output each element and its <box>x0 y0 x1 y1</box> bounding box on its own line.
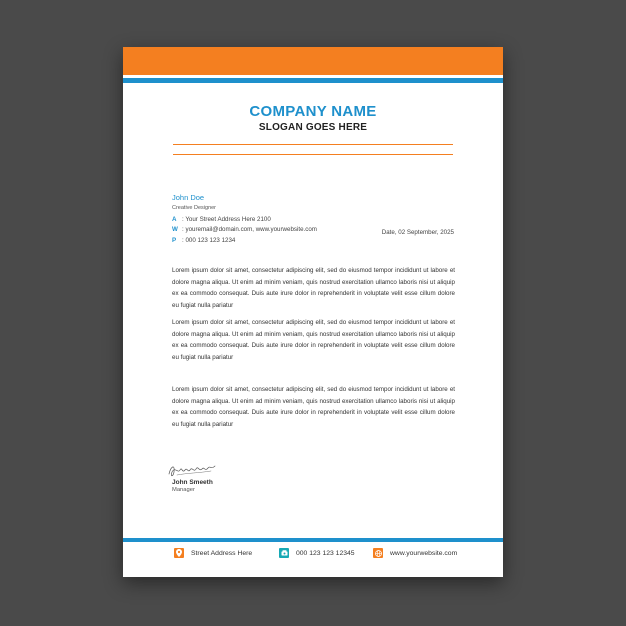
web-key: W <box>172 226 178 233</box>
letterhead-page <box>123 47 503 577</box>
sender-phone-line <box>172 236 317 247</box>
signatory-role: Manager <box>172 487 195 493</box>
sender-block <box>172 193 317 246</box>
header-divider-top <box>173 144 453 145</box>
footer-phone-text: 000 123 123 12345 <box>296 549 355 557</box>
location-pin-icon <box>174 548 184 558</box>
handwritten-signature <box>167 460 217 480</box>
sender-phone: 000 123 123 1234 <box>185 236 236 244</box>
sender-address: Your Street Address Here 2100 <box>185 215 271 223</box>
phone-icon <box>279 548 289 558</box>
slogan: SLOGAN GOES HERE <box>258 122 368 133</box>
sender-web-line <box>172 225 317 236</box>
body-paragraph: Lorem ipsum dolor sit amet, consectetur adipiscing elit, sed do eiusmod tempor incididunt ut labore et dolore magna aliqua. Ut enim ad minim veniam, quis nostrud exercitation ullamco laboris nisi ut aliquip ex ea commodo consequat. Duis aute irure dolor in reprehenderit in voluptate velit esse cillum dolore eu fugiat nulla pariatur <box>172 319 455 361</box>
web-separator: : <box>182 226 184 233</box>
body-paragraph: Lorem ipsum dolor sit amet, consectetur adipiscing elit, sed do eiusmod tempor incididunt ut labore et dolore magna aliqua. Ut enim ad minim veniam, quis nostrud exercitation ullamco laboris nisi ut aliquip ex ea commodo consequat. Duis aute irure dolor in reprehenderit in voluptate velit esse cillum dolore eu fugiat nulla pariatur <box>172 386 455 428</box>
footer-website <box>373 548 457 558</box>
footer-address-text: Street Address Here <box>191 549 253 557</box>
sender-role: Creative Designer <box>172 205 217 211</box>
footer-phone <box>279 548 355 558</box>
company-name: COMPANY NAME <box>249 103 377 120</box>
phone-key: P <box>172 236 177 244</box>
header-orange-band <box>123 47 503 75</box>
address-key: A <box>172 215 177 223</box>
phone-separator: : <box>182 236 184 244</box>
sender-name: John Doe <box>172 193 205 202</box>
address-separator: : <box>182 215 184 223</box>
body-paragraph: Lorem ipsum dolor sit amet, consectetur adipiscing elit, sed do eiusmod tempor incididunt ut labore et dolore magna aliqua. Ut enim ad minim veniam, quis nostrud exercitation ullamco laboris nisi ut aliquip ex ea commodo consequat. Duis aute irure dolor in reprehenderit in voluptate velit esse cillum dolore eu fugiat nulla pariatur <box>172 267 455 309</box>
header-blue-stripe <box>123 78 503 83</box>
header-divider-bottom <box>173 154 453 155</box>
globe-icon <box>373 548 383 558</box>
footer-blue-stripe <box>123 538 503 542</box>
footer-website-text: www.yourwebsite.com <box>390 549 458 557</box>
signatory-name: John Smeeth <box>172 479 213 486</box>
footer-address <box>174 548 252 558</box>
sender-web: youremail@domain.com, www.yourwebsite.com <box>185 226 317 233</box>
letter-date: Date, 02 September, 2025 <box>381 229 454 236</box>
sender-address-line <box>172 215 317 226</box>
